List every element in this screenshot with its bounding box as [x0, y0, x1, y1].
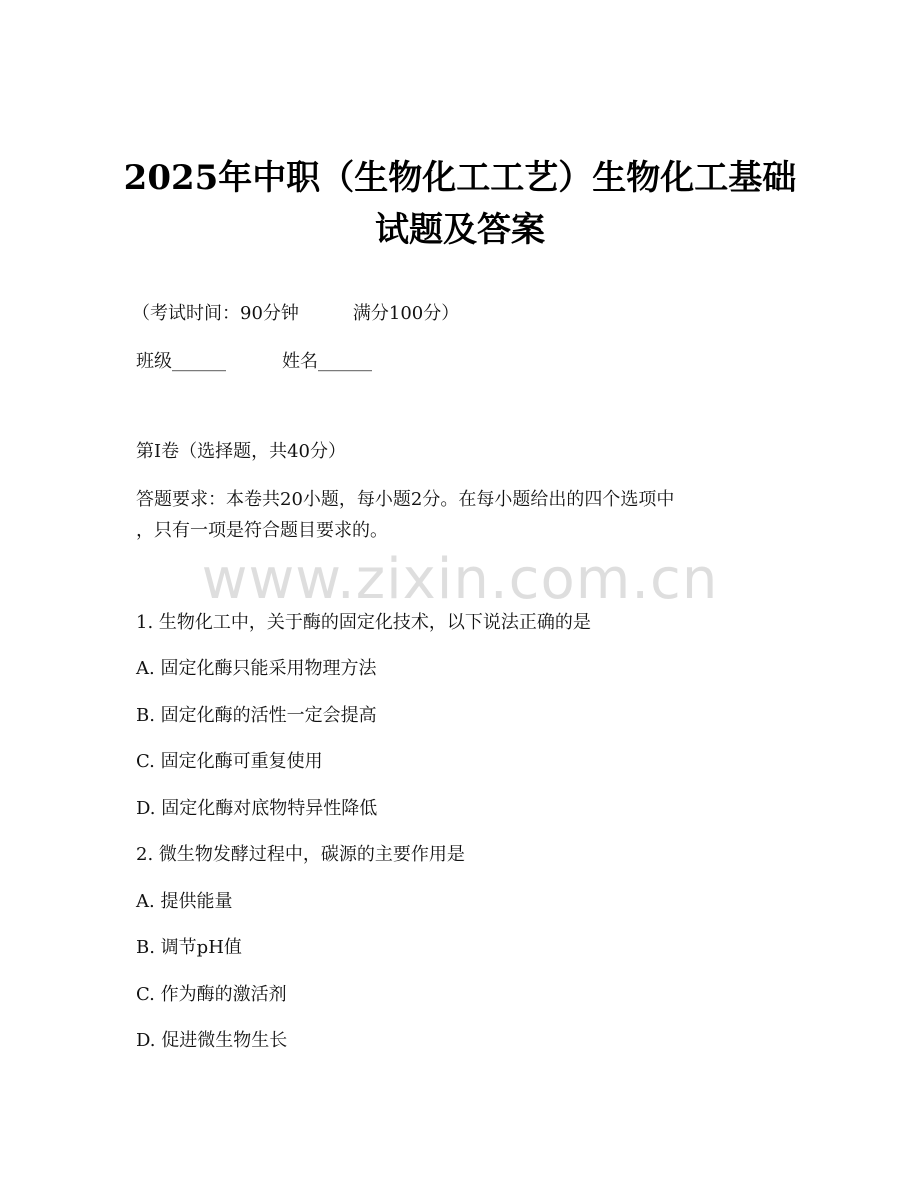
student-fields [136, 350, 372, 374]
instructions-line-1: 答题要求：本卷共20小题，每小题2分。在每小题给出的四个选项中 [136, 489, 675, 510]
name-field: 姓名______ [282, 351, 372, 372]
question-2-stem: 2. 微生物发酵过程中，碳源的主要作用是 [136, 844, 465, 865]
question-1-option-b: B. 固定化酶的活性一定会提高 [136, 705, 377, 726]
question-1-option-c: C. 固定化酶可重复使用 [136, 751, 323, 772]
document-title-line-1: 2025年中职（生物化工工艺）生物化工基础 [123, 158, 797, 198]
question-2-option-c: C. 作为酶的激活剂 [136, 984, 287, 1005]
question-2-option-b: B. 调节pH值 [136, 937, 242, 958]
question-1-option-d: D. 固定化酶对底物特异性降低 [136, 798, 378, 819]
exam-info [132, 302, 459, 326]
instructions-line-2: ，只有一项是符合题目要求的。 [136, 520, 388, 541]
question-2-option-d: D. 促进微生物生长 [136, 1030, 288, 1051]
section-title: 第I卷（选择题，共40分） [136, 441, 347, 462]
document-title-line-2: 试题及答案 [375, 210, 545, 250]
class-field: 班级______ [136, 351, 226, 372]
watermark: www.zixin.com.cn [201, 547, 719, 612]
question-2-option-a: A. 提供能量 [136, 891, 233, 912]
question-1-option-a: A. 固定化酶只能采用物理方法 [136, 658, 377, 679]
question-1-stem: 1. 生物化工中，关于酶的固定化技术，以下说法正确的是 [136, 612, 591, 633]
exam-time: （考试时间：90分钟 [132, 303, 299, 324]
exam-full-score: 满分100分） [352, 303, 460, 324]
